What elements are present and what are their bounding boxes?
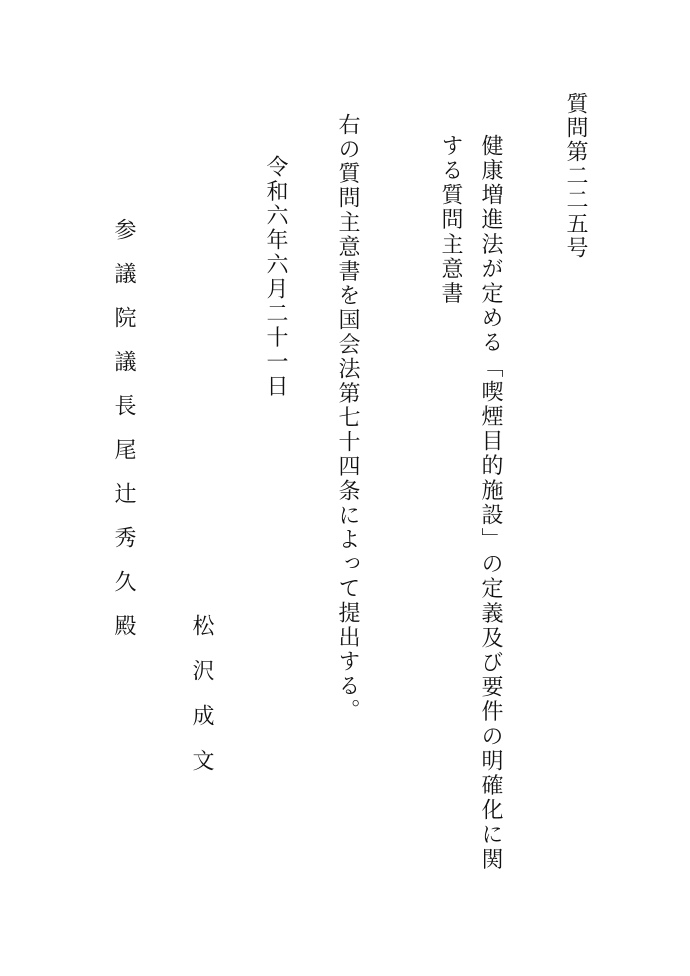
submitter-name: 松沢成文 xyxy=(189,614,214,794)
submission-date: 令和六年六月二十一日 xyxy=(263,155,288,399)
question-title: 健康増進法が定める「喫煙目的施設」の定義及び要件の明確化に関する質問主意書 xyxy=(438,134,503,872)
submission-statement: 右の質問主意書を国会法第七十四条によって提出する。 xyxy=(335,113,360,723)
addressee: 参議院議長尾辻秀久殿 xyxy=(111,218,136,658)
question-number: 質問第二二五号 xyxy=(563,92,588,260)
